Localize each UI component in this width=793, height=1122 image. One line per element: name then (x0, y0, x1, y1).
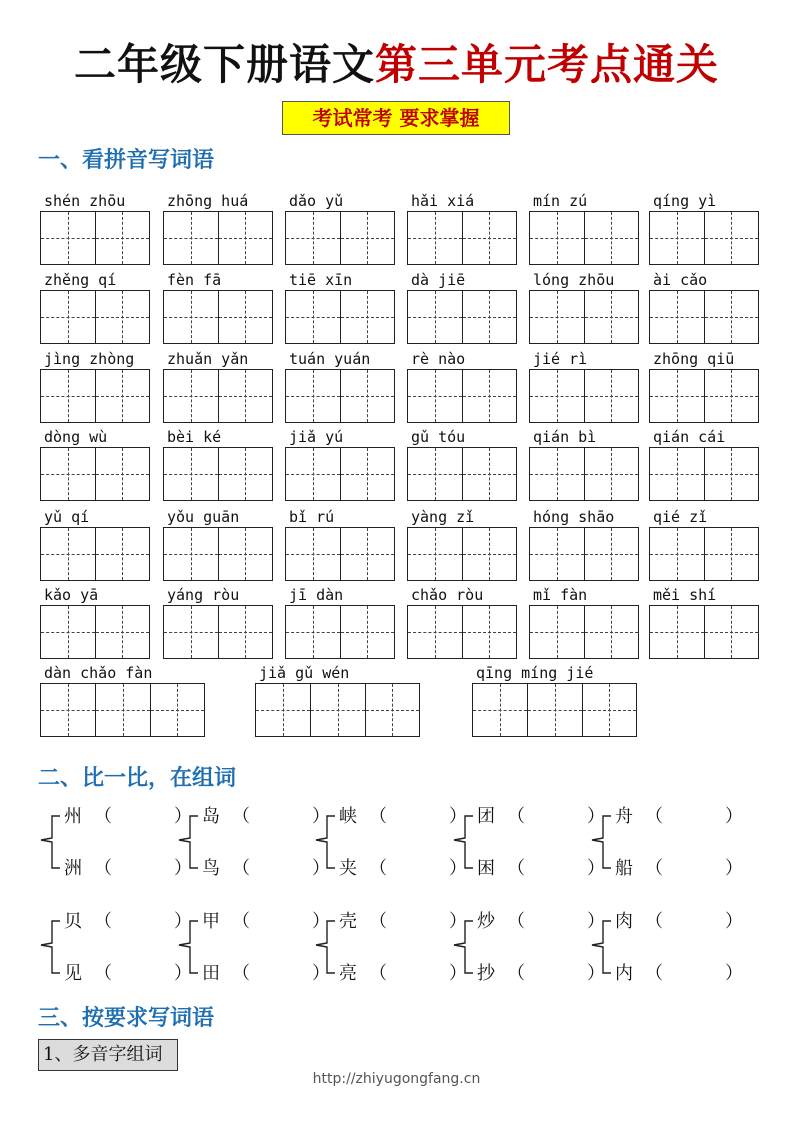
brace-icon (313, 909, 337, 981)
compare-char: 肉 (615, 911, 633, 932)
pinyin-label: tiē xīn (289, 271, 353, 289)
pinyin-label: jiǎ gǔ wén (259, 664, 350, 682)
close-paren: ） (312, 806, 330, 827)
tianzi-grid[interactable] (529, 527, 639, 581)
footer-url: http://zhiyugongfang.cn (312, 1071, 481, 1087)
pinyin-label: ài cǎo (653, 271, 708, 289)
writing-cell[interactable] (218, 606, 272, 658)
compare-row[interactable] (64, 963, 192, 985)
compare-char: 贝 (64, 911, 82, 932)
tianzi-grid[interactable] (649, 211, 759, 265)
tianzi-grid[interactable] (472, 683, 637, 737)
writing-cell[interactable] (218, 528, 272, 580)
close-paren: ） (449, 858, 467, 879)
compare-row[interactable] (339, 963, 467, 985)
compare-row[interactable] (202, 806, 330, 828)
close-paren: ） (587, 858, 605, 879)
brace-icon (589, 909, 613, 981)
compare-pair (589, 804, 743, 879)
writing-cell[interactable] (95, 212, 149, 264)
pinyin-label: zhōng huá (167, 192, 249, 210)
pinyin-label: qīng míng jié (476, 664, 594, 682)
writing-cell[interactable] (704, 606, 758, 658)
pinyin-label: yǔ qí (44, 508, 90, 526)
writing-cell[interactable] (530, 606, 584, 658)
pinyin-label: shén zhōu (44, 192, 126, 210)
open-paren: （ (232, 806, 250, 827)
open-paren: （ (94, 911, 112, 932)
pinyin-label: zhěng qí (44, 271, 117, 289)
compare-row[interactable] (615, 963, 743, 985)
tianzi-grid[interactable] (649, 527, 759, 581)
brace-icon (451, 909, 475, 981)
tianzi-grid[interactable] (163, 447, 273, 501)
compare-row[interactable] (477, 806, 605, 828)
writing-cell[interactable] (218, 370, 272, 422)
writing-cell[interactable] (584, 370, 638, 422)
pinyin-label: bǐ rú (289, 508, 335, 526)
compare-char: 夹 (339, 858, 357, 879)
writing-cell[interactable] (41, 528, 95, 580)
pinyin-label: kǎo yā (44, 586, 99, 604)
tianzi-grid[interactable] (407, 290, 517, 344)
tianzi-grid[interactable] (163, 211, 273, 265)
compare-char: 抄 (477, 963, 495, 984)
tianzi-grid[interactable] (285, 605, 395, 659)
open-paren: （ (369, 963, 387, 984)
tianzi-grid[interactable] (40, 447, 150, 501)
polyphone-subheading: 1、多音字组词 (38, 1039, 178, 1071)
brace-icon (38, 909, 62, 981)
writing-cell[interactable] (95, 684, 149, 736)
compare-char: 舟 (615, 806, 633, 827)
compare-char: 洲 (64, 858, 82, 879)
writing-cell[interactable] (41, 212, 95, 264)
tianzi-grid[interactable] (163, 290, 273, 344)
pinyin-label: bèi ké (167, 428, 222, 446)
compare-row[interactable] (202, 963, 330, 985)
compare-row[interactable] (64, 911, 192, 933)
compare-char: 亮 (339, 963, 357, 984)
pinyin-label: mǐ fàn (533, 586, 588, 604)
writing-cell[interactable] (218, 448, 272, 500)
pinyin-label: jìng zhòng (44, 350, 135, 368)
writing-cell[interactable] (462, 528, 516, 580)
open-paren: （ (507, 806, 525, 827)
tianzi-grid[interactable] (649, 290, 759, 344)
writing-cell[interactable] (704, 291, 758, 343)
writing-cell[interactable] (650, 212, 704, 264)
writing-cell[interactable] (584, 606, 638, 658)
tianzi-grid[interactable] (285, 447, 395, 501)
open-paren: （ (94, 963, 112, 984)
writing-cell[interactable] (286, 448, 340, 500)
compare-row[interactable] (615, 806, 743, 828)
close-paren: ） (312, 858, 330, 879)
compare-char: 甲 (202, 911, 220, 932)
open-paren: （ (645, 963, 663, 984)
tianzi-grid[interactable] (40, 527, 150, 581)
pinyin-label: hóng shāo (533, 508, 615, 526)
pinyin-label: qián cái (653, 428, 726, 446)
pinyin-label: yáng ròu (167, 586, 240, 604)
section-1-heading: 一、看拼音写词语 (38, 147, 215, 173)
close-paren: ） (725, 963, 743, 984)
writing-cell[interactable] (530, 370, 584, 422)
tianzi-grid[interactable] (529, 605, 639, 659)
brace-icon (176, 909, 200, 981)
tianzi-grid[interactable] (407, 605, 517, 659)
close-paren: ） (174, 911, 192, 932)
writing-cell[interactable] (164, 212, 218, 264)
writing-cell[interactable] (340, 606, 394, 658)
compare-pair (38, 804, 192, 879)
tianzi-grid[interactable] (529, 211, 639, 265)
tianzi-grid[interactable] (649, 447, 759, 501)
compare-pair (176, 909, 330, 984)
writing-cell[interactable] (582, 684, 636, 736)
pinyin-label: tuán yuán (289, 350, 371, 368)
close-paren: ） (449, 806, 467, 827)
writing-cell[interactable] (584, 291, 638, 343)
tianzi-grid[interactable] (649, 369, 759, 423)
pinyin-label: chǎo ròu (411, 586, 484, 604)
compare-row[interactable] (477, 963, 605, 985)
tianzi-grid[interactable] (40, 683, 205, 737)
writing-cell[interactable] (41, 370, 95, 422)
writing-cell[interactable] (408, 370, 462, 422)
writing-cell[interactable] (530, 448, 584, 500)
pinyin-label: qíng yì (653, 192, 717, 210)
writing-cell[interactable] (584, 448, 638, 500)
writing-cell[interactable] (95, 528, 149, 580)
writing-cell[interactable] (704, 528, 758, 580)
writing-cell[interactable] (286, 606, 340, 658)
writing-cell[interactable] (95, 606, 149, 658)
tianzi-grid[interactable] (529, 290, 639, 344)
writing-cell[interactable] (473, 684, 527, 736)
writing-cell[interactable] (650, 528, 704, 580)
writing-cell[interactable] (408, 606, 462, 658)
open-paren: （ (94, 806, 112, 827)
writing-cell[interactable] (462, 448, 516, 500)
tianzi-grid[interactable] (163, 369, 273, 423)
brace-icon (176, 804, 200, 876)
open-paren: （ (94, 858, 112, 879)
open-paren: （ (645, 911, 663, 932)
writing-cell[interactable] (164, 448, 218, 500)
page-title (0, 40, 793, 90)
compare-row[interactable] (64, 858, 192, 880)
tianzi-grid[interactable] (285, 211, 395, 265)
tianzi-grid[interactable] (255, 683, 420, 737)
writing-cell[interactable] (95, 291, 149, 343)
compare-char: 田 (202, 963, 220, 984)
tianzi-grid[interactable] (40, 211, 150, 265)
brace-icon (38, 804, 62, 876)
compare-char: 峡 (339, 806, 357, 827)
writing-cell[interactable] (704, 448, 758, 500)
tianzi-grid[interactable] (529, 447, 639, 501)
close-paren: ） (174, 806, 192, 827)
tianzi-grid[interactable] (285, 527, 395, 581)
pinyin-label: gǔ tóu (411, 428, 466, 446)
compare-row[interactable] (339, 806, 467, 828)
writing-cell[interactable] (408, 212, 462, 264)
section-3-heading: 三、按要求写词语 (38, 1005, 215, 1031)
writing-cell[interactable] (164, 528, 218, 580)
compare-row[interactable] (64, 806, 192, 828)
compare-row[interactable] (477, 911, 605, 933)
open-paren: （ (369, 858, 387, 879)
open-paren: （ (645, 806, 663, 827)
open-paren: （ (507, 858, 525, 879)
tianzi-grid[interactable] (163, 527, 273, 581)
compare-pair (176, 804, 330, 879)
writing-cell[interactable] (41, 606, 95, 658)
writing-cell[interactable] (286, 370, 340, 422)
pinyin-label: rè nào (411, 350, 466, 368)
compare-char: 困 (477, 858, 495, 879)
tianzi-grid[interactable] (40, 369, 150, 423)
writing-cell[interactable] (408, 528, 462, 580)
writing-cell[interactable] (340, 291, 394, 343)
writing-cell[interactable] (41, 684, 95, 736)
open-paren: （ (232, 911, 250, 932)
compare-pair (38, 909, 192, 984)
tianzi-grid[interactable] (407, 211, 517, 265)
writing-cell[interactable] (650, 291, 704, 343)
writing-cell[interactable] (95, 448, 149, 500)
writing-cell[interactable] (462, 606, 516, 658)
close-paren: ） (449, 963, 467, 984)
compare-char: 岛 (202, 806, 220, 827)
tianzi-grid[interactable] (407, 527, 517, 581)
writing-cell[interactable] (41, 448, 95, 500)
close-paren: ） (725, 806, 743, 827)
compare-char: 州 (64, 806, 82, 827)
writing-cell[interactable] (462, 370, 516, 422)
open-paren: （ (507, 911, 525, 932)
writing-cell[interactable] (286, 212, 340, 264)
pinyin-label: dà jiē (411, 271, 466, 289)
compare-char: 壳 (339, 911, 357, 932)
writing-cell[interactable] (286, 528, 340, 580)
compare-row[interactable] (202, 858, 330, 880)
writing-cell[interactable] (256, 684, 310, 736)
open-paren: （ (507, 963, 525, 984)
tianzi-grid[interactable] (407, 369, 517, 423)
writing-cell[interactable] (704, 212, 758, 264)
open-paren: （ (369, 911, 387, 932)
writing-cell[interactable] (462, 291, 516, 343)
compare-char: 船 (615, 858, 633, 879)
writing-cell[interactable] (95, 370, 149, 422)
compare-pair (451, 804, 605, 879)
tianzi-grid[interactable] (40, 290, 150, 344)
writing-cell[interactable] (286, 291, 340, 343)
compare-char: 炒 (477, 911, 495, 932)
pinyin-label: qián bì (533, 428, 597, 446)
writing-cell[interactable] (150, 684, 204, 736)
writing-cell[interactable] (340, 370, 394, 422)
compare-row[interactable] (615, 911, 743, 933)
pinyin-label: qié zǐ (653, 508, 708, 526)
tianzi-grid[interactable] (529, 369, 639, 423)
writing-cell[interactable] (218, 212, 272, 264)
writing-cell[interactable] (530, 291, 584, 343)
compare-row[interactable] (202, 911, 330, 933)
compare-char: 见 (64, 963, 82, 984)
pinyin-label: yǒu guān (167, 508, 240, 526)
pinyin-label: dòng wù (44, 428, 108, 446)
pinyin-label: mín zú (533, 192, 588, 210)
tianzi-grid[interactable] (285, 369, 395, 423)
section-2-heading: 二、比一比，在组词 (38, 765, 237, 791)
pinyin-label: yàng zǐ (411, 508, 475, 526)
writing-cell[interactable] (340, 448, 394, 500)
compare-char: 内 (615, 963, 633, 984)
compare-pair (451, 909, 605, 984)
compare-pair (313, 909, 467, 984)
title-unit: 第三单元考点通关 (375, 40, 720, 89)
writing-cell[interactable] (704, 370, 758, 422)
close-paren: ） (312, 963, 330, 984)
open-paren: （ (232, 858, 250, 879)
writing-cell[interactable] (365, 684, 419, 736)
open-paren: （ (369, 806, 387, 827)
pinyin-label: fèn fā (167, 271, 222, 289)
writing-cell[interactable] (650, 606, 704, 658)
writing-cell[interactable] (340, 212, 394, 264)
pinyin-label: měi shí (653, 586, 717, 604)
writing-cell[interactable] (650, 370, 704, 422)
brace-icon (451, 804, 475, 876)
writing-cell[interactable] (584, 528, 638, 580)
pinyin-label: jiǎ yú (289, 428, 344, 446)
writing-cell[interactable] (340, 528, 394, 580)
writing-cell[interactable] (530, 528, 584, 580)
pinyin-label: dàn chǎo fàn (44, 664, 153, 682)
compare-row[interactable] (615, 858, 743, 880)
tianzi-grid[interactable] (649, 605, 759, 659)
tianzi-grid[interactable] (163, 605, 273, 659)
writing-cell[interactable] (310, 684, 364, 736)
writing-cell[interactable] (41, 291, 95, 343)
close-paren: ） (587, 963, 605, 984)
pinyin-label: lóng zhōu (533, 271, 615, 289)
writing-cell[interactable] (408, 448, 462, 500)
compare-row[interactable] (339, 858, 467, 880)
compare-row[interactable] (477, 858, 605, 880)
writing-cell[interactable] (584, 212, 638, 264)
writing-cell[interactable] (218, 291, 272, 343)
pinyin-label: hǎi xiá (411, 192, 475, 210)
pinyin-label: jī dàn (289, 586, 344, 604)
tianzi-grid[interactable] (407, 447, 517, 501)
pinyin-label: dǎo yǔ (289, 192, 344, 210)
writing-cell[interactable] (650, 448, 704, 500)
close-paren: ） (725, 911, 743, 932)
pinyin-label: zhuǎn yǎn (167, 350, 249, 368)
writing-cell[interactable] (408, 291, 462, 343)
close-paren: ） (174, 963, 192, 984)
compare-char: 团 (477, 806, 495, 827)
close-paren: ） (312, 911, 330, 932)
tianzi-grid[interactable] (40, 605, 150, 659)
compare-pair (589, 909, 743, 984)
close-paren: ） (725, 858, 743, 879)
close-paren: ） (587, 806, 605, 827)
exam-badge: 考试常考 要求掌握 (282, 101, 510, 135)
brace-icon (589, 804, 613, 876)
close-paren: ） (449, 911, 467, 932)
compare-row[interactable] (339, 911, 467, 933)
close-paren: ） (174, 858, 192, 879)
writing-cell[interactable] (527, 684, 581, 736)
writing-cell[interactable] (164, 291, 218, 343)
compare-pair (313, 804, 467, 879)
pinyin-label: jié rì (533, 350, 588, 368)
writing-cell[interactable] (164, 606, 218, 658)
open-paren: （ (232, 963, 250, 984)
writing-cell[interactable] (530, 212, 584, 264)
open-paren: （ (645, 858, 663, 879)
title-grade: 二年级下册语文 (73, 40, 375, 89)
tianzi-grid[interactable] (285, 290, 395, 344)
brace-icon (313, 804, 337, 876)
compare-char: 鸟 (202, 858, 220, 879)
writing-cell[interactable] (164, 370, 218, 422)
close-paren: ） (587, 911, 605, 932)
pinyin-label: zhōng qiū (653, 350, 735, 368)
writing-cell[interactable] (462, 212, 516, 264)
